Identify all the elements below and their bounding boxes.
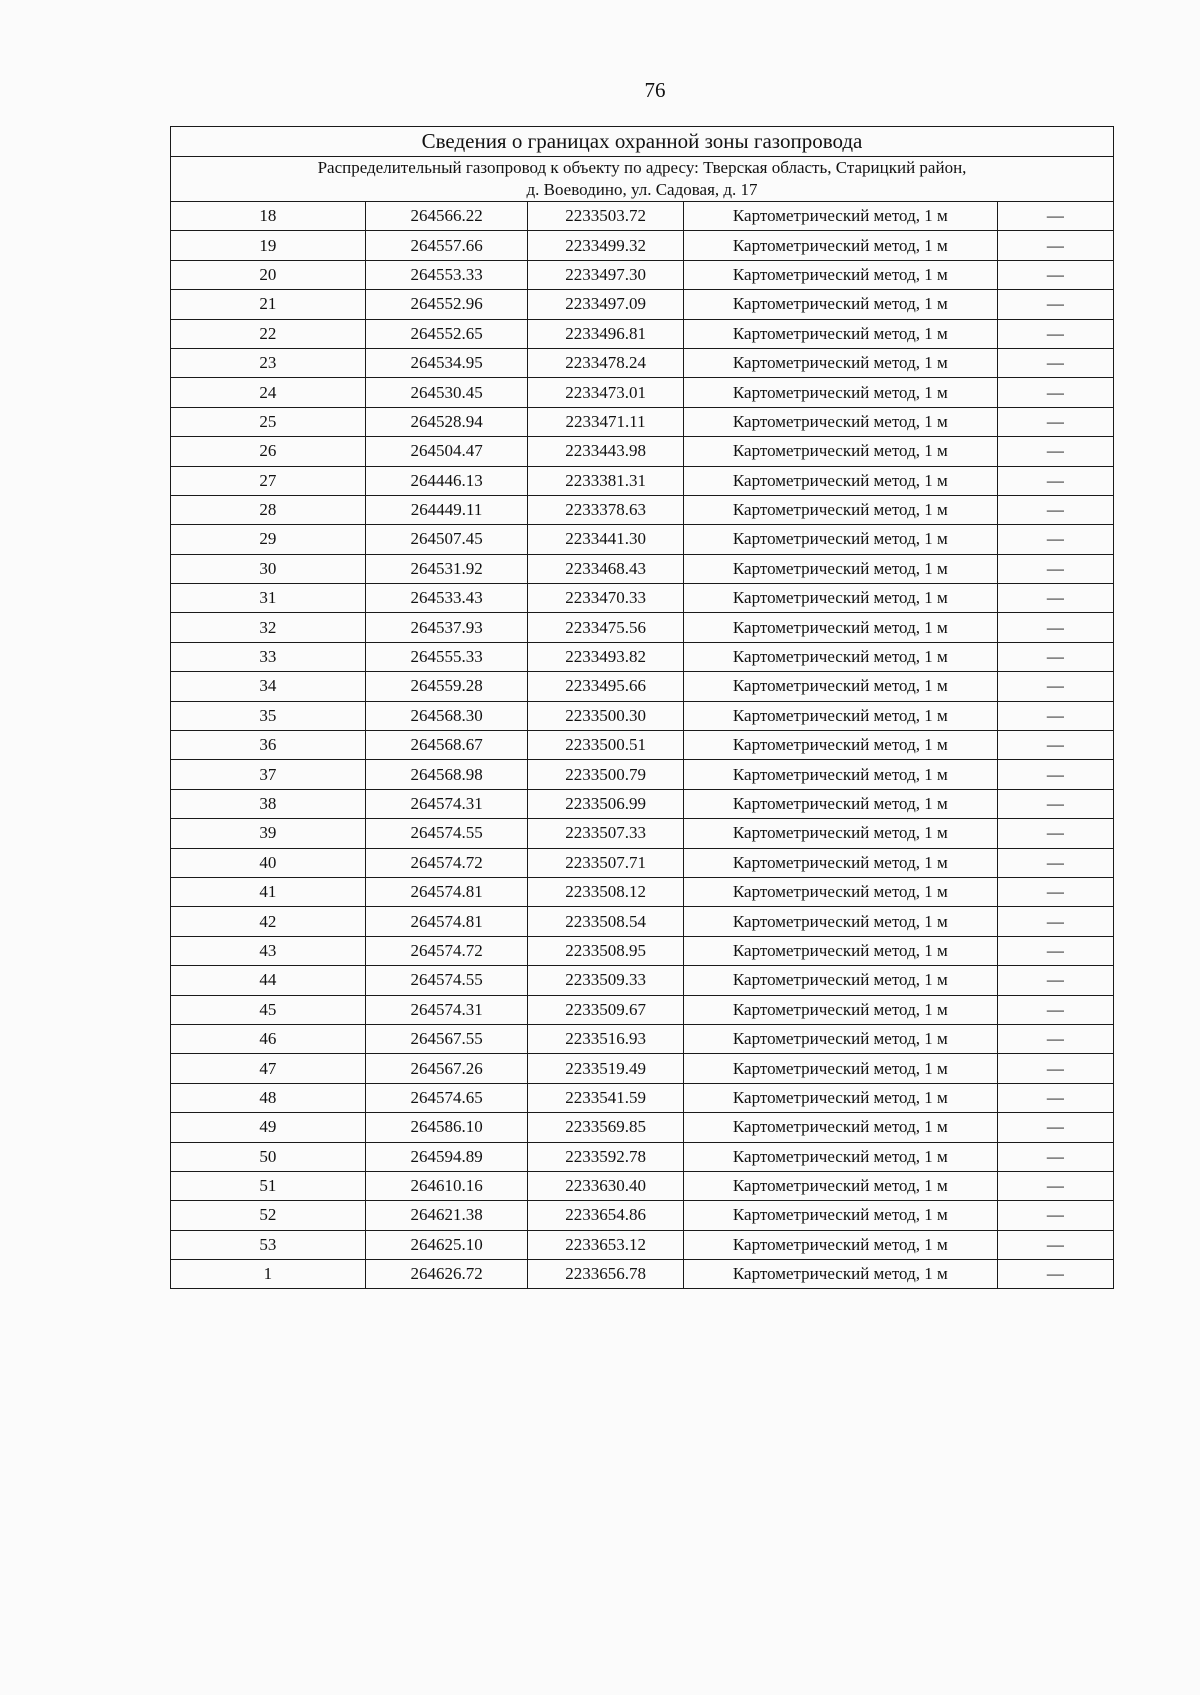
method-cell: Картометрический метод, 1 м: [683, 231, 997, 260]
table-subtitle: [171, 157, 1114, 202]
table-row: [171, 701, 1114, 730]
page-number: 76: [644, 78, 666, 102]
point-number-cell: 22: [171, 319, 366, 348]
dash-cell: —: [997, 613, 1113, 642]
x-coordinate-cell: 264574.55: [365, 819, 528, 848]
dash-cell: —: [997, 819, 1113, 848]
method-cell: Картометрический метод, 1 м: [683, 1142, 997, 1171]
x-coordinate-cell: 264507.45: [365, 525, 528, 554]
x-coordinate-cell: 264449.11: [365, 495, 528, 524]
x-coordinate-cell: 264567.26: [365, 1054, 528, 1083]
table-row: [171, 378, 1114, 407]
table-title-row: [171, 127, 1114, 157]
y-coordinate-cell: 2233378.63: [528, 495, 683, 524]
method-cell: Картометрический метод, 1 м: [683, 290, 997, 319]
point-number-cell: 52: [171, 1201, 366, 1230]
boundary-coordinates-table: [170, 126, 1114, 1289]
method-cell: Картометрический метод, 1 м: [683, 1083, 997, 1112]
dash-cell: —: [997, 995, 1113, 1024]
y-coordinate-cell: 2233381.31: [528, 466, 683, 495]
table-row: [171, 1024, 1114, 1053]
table-row: [171, 437, 1114, 466]
point-number-cell: 31: [171, 584, 366, 613]
point-number-cell: 19: [171, 231, 366, 260]
dash-cell: —: [997, 642, 1113, 671]
x-coordinate-cell: 264567.55: [365, 1024, 528, 1053]
dash-cell: —: [997, 966, 1113, 995]
point-number-cell: 36: [171, 731, 366, 760]
y-coordinate-cell: 2233569.85: [528, 1113, 683, 1142]
y-coordinate-cell: 2233495.66: [528, 672, 683, 701]
x-coordinate-cell: 264566.22: [365, 202, 528, 231]
method-cell: Картометрический метод, 1 м: [683, 995, 997, 1024]
x-coordinate-cell: 264568.98: [365, 760, 528, 789]
dash-cell: —: [997, 701, 1113, 730]
dash-cell: —: [997, 672, 1113, 701]
method-cell: Картометрический метод, 1 м: [683, 907, 997, 936]
point-number-cell: 43: [171, 936, 366, 965]
y-coordinate-cell: 2233471.11: [528, 407, 683, 436]
y-coordinate-cell: 2233496.81: [528, 319, 683, 348]
y-coordinate-cell: 2233508.12: [528, 877, 683, 906]
table-row: [171, 231, 1114, 260]
table-row: [171, 466, 1114, 495]
table-row: [171, 760, 1114, 789]
table-title: Сведения о границах охранной зоны газопровода: [171, 127, 1114, 157]
dash-cell: —: [997, 1024, 1113, 1053]
point-number-cell: 48: [171, 1083, 366, 1112]
y-coordinate-cell: 2233468.43: [528, 554, 683, 583]
dash-cell: —: [997, 1113, 1113, 1142]
method-cell: Картометрический метод, 1 м: [683, 1024, 997, 1053]
table-row: [171, 554, 1114, 583]
method-cell: Картометрический метод, 1 м: [683, 642, 997, 671]
point-number-cell: 38: [171, 789, 366, 818]
table-row: [171, 966, 1114, 995]
y-coordinate-cell: 2233656.78: [528, 1260, 683, 1289]
y-coordinate-cell: 2233516.93: [528, 1024, 683, 1053]
point-number-cell: 34: [171, 672, 366, 701]
table-row: [171, 789, 1114, 818]
method-cell: Картометрический метод, 1 м: [683, 407, 997, 436]
y-coordinate-cell: 2233473.01: [528, 378, 683, 407]
point-number-cell: 40: [171, 848, 366, 877]
point-number-cell: 32: [171, 613, 366, 642]
table-row: [171, 613, 1114, 642]
method-cell: Картометрический метод, 1 м: [683, 1260, 997, 1289]
dash-cell: —: [997, 525, 1113, 554]
x-coordinate-cell: 264574.72: [365, 848, 528, 877]
dash-cell: —: [997, 760, 1113, 789]
dash-cell: —: [997, 348, 1113, 377]
method-cell: Картометрический метод, 1 м: [683, 848, 997, 877]
table-row: [171, 495, 1114, 524]
table-row: [171, 995, 1114, 1024]
method-cell: Картометрический метод, 1 м: [683, 1054, 997, 1083]
y-coordinate-cell: 2233503.72: [528, 202, 683, 231]
method-cell: Картометрический метод, 1 м: [683, 936, 997, 965]
x-coordinate-cell: 264568.67: [365, 731, 528, 760]
dash-cell: —: [997, 290, 1113, 319]
x-coordinate-cell: 264574.81: [365, 907, 528, 936]
point-number-cell: 53: [171, 1230, 366, 1259]
method-cell: Картометрический метод, 1 м: [683, 760, 997, 789]
table-row: [171, 907, 1114, 936]
point-number-cell: 26: [171, 437, 366, 466]
x-coordinate-cell: 264531.92: [365, 554, 528, 583]
y-coordinate-cell: 2233541.59: [528, 1083, 683, 1112]
point-number-cell: 45: [171, 995, 366, 1024]
method-cell: Картометрический метод, 1 м: [683, 437, 997, 466]
point-number-cell: 39: [171, 819, 366, 848]
x-coordinate-cell: 264555.33: [365, 642, 528, 671]
point-number-cell: 21: [171, 290, 366, 319]
table-row: [171, 407, 1114, 436]
dash-cell: —: [997, 848, 1113, 877]
dash-cell: —: [997, 554, 1113, 583]
dash-cell: —: [997, 407, 1113, 436]
method-cell: Картометрический метод, 1 м: [683, 584, 997, 613]
x-coordinate-cell: 264586.10: [365, 1113, 528, 1142]
y-coordinate-cell: 2233443.98: [528, 437, 683, 466]
table-row: [171, 1083, 1114, 1112]
method-cell: Картометрический метод, 1 м: [683, 348, 997, 377]
y-coordinate-cell: 2233509.33: [528, 966, 683, 995]
x-coordinate-cell: 264621.38: [365, 1201, 528, 1230]
method-cell: Картометрический метод, 1 м: [683, 819, 997, 848]
method-cell: Картометрический метод, 1 м: [683, 202, 997, 231]
method-cell: Картометрический метод, 1 м: [683, 877, 997, 906]
method-cell: Картометрический метод, 1 м: [683, 789, 997, 818]
point-number-cell: 27: [171, 466, 366, 495]
dash-cell: —: [997, 378, 1113, 407]
x-coordinate-cell: 264530.45: [365, 378, 528, 407]
table-row: [171, 1260, 1114, 1289]
table-row: [171, 202, 1114, 231]
x-coordinate-cell: 264594.89: [365, 1142, 528, 1171]
y-coordinate-cell: 2233506.99: [528, 789, 683, 818]
point-number-cell: 18: [171, 202, 366, 231]
table-row: [171, 525, 1114, 554]
y-coordinate-cell: 2233441.30: [528, 525, 683, 554]
y-coordinate-cell: 2233508.54: [528, 907, 683, 936]
y-coordinate-cell: 2233654.86: [528, 1201, 683, 1230]
method-cell: Картометрический метод, 1 м: [683, 672, 997, 701]
y-coordinate-cell: 2233653.12: [528, 1230, 683, 1259]
x-coordinate-cell: 264528.94: [365, 407, 528, 436]
point-number-cell: 42: [171, 907, 366, 936]
dash-cell: —: [997, 1083, 1113, 1112]
dash-cell: —: [997, 495, 1113, 524]
method-cell: Картометрический метод, 1 м: [683, 613, 997, 642]
y-coordinate-cell: 2233470.33: [528, 584, 683, 613]
x-coordinate-cell: 264574.81: [365, 877, 528, 906]
dash-cell: —: [997, 260, 1113, 289]
x-coordinate-cell: 264552.65: [365, 319, 528, 348]
point-number-cell: 1: [171, 1260, 366, 1289]
table-row: [171, 1113, 1114, 1142]
y-coordinate-cell: 2233500.30: [528, 701, 683, 730]
y-coordinate-cell: 2233592.78: [528, 1142, 683, 1171]
y-coordinate-cell: 2233475.56: [528, 613, 683, 642]
method-cell: Картометрический метод, 1 м: [683, 495, 997, 524]
table-row: [171, 290, 1114, 319]
method-cell: Картометрический метод, 1 м: [683, 1113, 997, 1142]
x-coordinate-cell: 264574.65: [365, 1083, 528, 1112]
method-cell: Картометрический метод, 1 м: [683, 701, 997, 730]
dash-cell: —: [997, 1171, 1113, 1200]
x-coordinate-cell: 264568.30: [365, 701, 528, 730]
dash-cell: —: [997, 1230, 1113, 1259]
y-coordinate-cell: 2233630.40: [528, 1171, 683, 1200]
point-number-cell: 30: [171, 554, 366, 583]
method-cell: Картометрический метод, 1 м: [683, 731, 997, 760]
table-row: [171, 1230, 1114, 1259]
x-coordinate-cell: 264574.31: [365, 789, 528, 818]
table-row: [171, 936, 1114, 965]
subtitle-line-1: Распределительный газопровод к объекту по адресу: Тверская область, Старицкий район,: [317, 158, 967, 177]
dash-cell: —: [997, 1260, 1113, 1289]
point-number-cell: 47: [171, 1054, 366, 1083]
table-row: [171, 672, 1114, 701]
y-coordinate-cell: 2233497.30: [528, 260, 683, 289]
x-coordinate-cell: 264559.28: [365, 672, 528, 701]
y-coordinate-cell: 2233497.09: [528, 290, 683, 319]
dash-cell: —: [997, 877, 1113, 906]
dash-cell: —: [997, 319, 1113, 348]
dash-cell: —: [997, 584, 1113, 613]
table-body: [171, 127, 1114, 1289]
point-number-cell: 46: [171, 1024, 366, 1053]
point-number-cell: 25: [171, 407, 366, 436]
x-coordinate-cell: 264534.95: [365, 348, 528, 377]
method-cell: Картометрический метод, 1 м: [683, 966, 997, 995]
dash-cell: —: [997, 789, 1113, 818]
y-coordinate-cell: 2233507.33: [528, 819, 683, 848]
dash-cell: —: [997, 936, 1113, 965]
x-coordinate-cell: 264625.10: [365, 1230, 528, 1259]
point-number-cell: 20: [171, 260, 366, 289]
table-row: [171, 319, 1114, 348]
dash-cell: —: [997, 231, 1113, 260]
point-number-cell: 28: [171, 495, 366, 524]
table-row: [171, 1054, 1114, 1083]
y-coordinate-cell: 2233478.24: [528, 348, 683, 377]
x-coordinate-cell: 264574.31: [365, 995, 528, 1024]
dash-cell: —: [997, 1054, 1113, 1083]
point-number-cell: 37: [171, 760, 366, 789]
point-number-cell: 50: [171, 1142, 366, 1171]
point-number-cell: 44: [171, 966, 366, 995]
y-coordinate-cell: 2233500.51: [528, 731, 683, 760]
table-row: [171, 731, 1114, 760]
dash-cell: —: [997, 1142, 1113, 1171]
y-coordinate-cell: 2233509.67: [528, 995, 683, 1024]
y-coordinate-cell: 2233493.82: [528, 642, 683, 671]
table-row: [171, 1171, 1114, 1200]
point-number-cell: 23: [171, 348, 366, 377]
method-cell: Картометрический метод, 1 м: [683, 466, 997, 495]
dash-cell: —: [997, 731, 1113, 760]
dash-cell: —: [997, 907, 1113, 936]
table-row: [171, 819, 1114, 848]
point-number-cell: 24: [171, 378, 366, 407]
method-cell: Картометрический метод, 1 м: [683, 260, 997, 289]
point-number-cell: 35: [171, 701, 366, 730]
method-cell: Картометрический метод, 1 м: [683, 378, 997, 407]
method-cell: Картометрический метод, 1 м: [683, 1201, 997, 1230]
table-row: [171, 642, 1114, 671]
table-subtitle-row: [171, 157, 1114, 202]
x-coordinate-cell: 264557.66: [365, 231, 528, 260]
y-coordinate-cell: 2233500.79: [528, 760, 683, 789]
x-coordinate-cell: 264574.72: [365, 936, 528, 965]
method-cell: Картометрический метод, 1 м: [683, 525, 997, 554]
dash-cell: —: [997, 437, 1113, 466]
x-coordinate-cell: 264553.33: [365, 260, 528, 289]
x-coordinate-cell: 264626.72: [365, 1260, 528, 1289]
dash-cell: —: [997, 466, 1113, 495]
table-row: [171, 1201, 1114, 1230]
y-coordinate-cell: 2233508.95: [528, 936, 683, 965]
subtitle-line-2: д. Воеводино, ул. Садовая, д. 17: [526, 180, 758, 199]
table-row: [171, 348, 1114, 377]
y-coordinate-cell: 2233519.49: [528, 1054, 683, 1083]
table-row: [171, 877, 1114, 906]
x-coordinate-cell: 264504.47: [365, 437, 528, 466]
table-row: [171, 260, 1114, 289]
y-coordinate-cell: 2233507.71: [528, 848, 683, 877]
method-cell: Картометрический метод, 1 м: [683, 1171, 997, 1200]
point-number-cell: 33: [171, 642, 366, 671]
method-cell: Картометрический метод, 1 м: [683, 1230, 997, 1259]
x-coordinate-cell: 264574.55: [365, 966, 528, 995]
point-number-cell: 41: [171, 877, 366, 906]
x-coordinate-cell: 264446.13: [365, 466, 528, 495]
x-coordinate-cell: 264552.96: [365, 290, 528, 319]
x-coordinate-cell: 264610.16: [365, 1171, 528, 1200]
point-number-cell: 29: [171, 525, 366, 554]
method-cell: Картометрический метод, 1 м: [683, 319, 997, 348]
dash-cell: —: [997, 202, 1113, 231]
point-number-cell: 51: [171, 1171, 366, 1200]
table-row: [171, 584, 1114, 613]
y-coordinate-cell: 2233499.32: [528, 231, 683, 260]
x-coordinate-cell: 264533.43: [365, 584, 528, 613]
method-cell: Картометрический метод, 1 м: [683, 554, 997, 583]
point-number-cell: 49: [171, 1113, 366, 1142]
dash-cell: —: [997, 1201, 1113, 1230]
table-row: [171, 848, 1114, 877]
table-row: [171, 1142, 1114, 1171]
x-coordinate-cell: 264537.93: [365, 613, 528, 642]
